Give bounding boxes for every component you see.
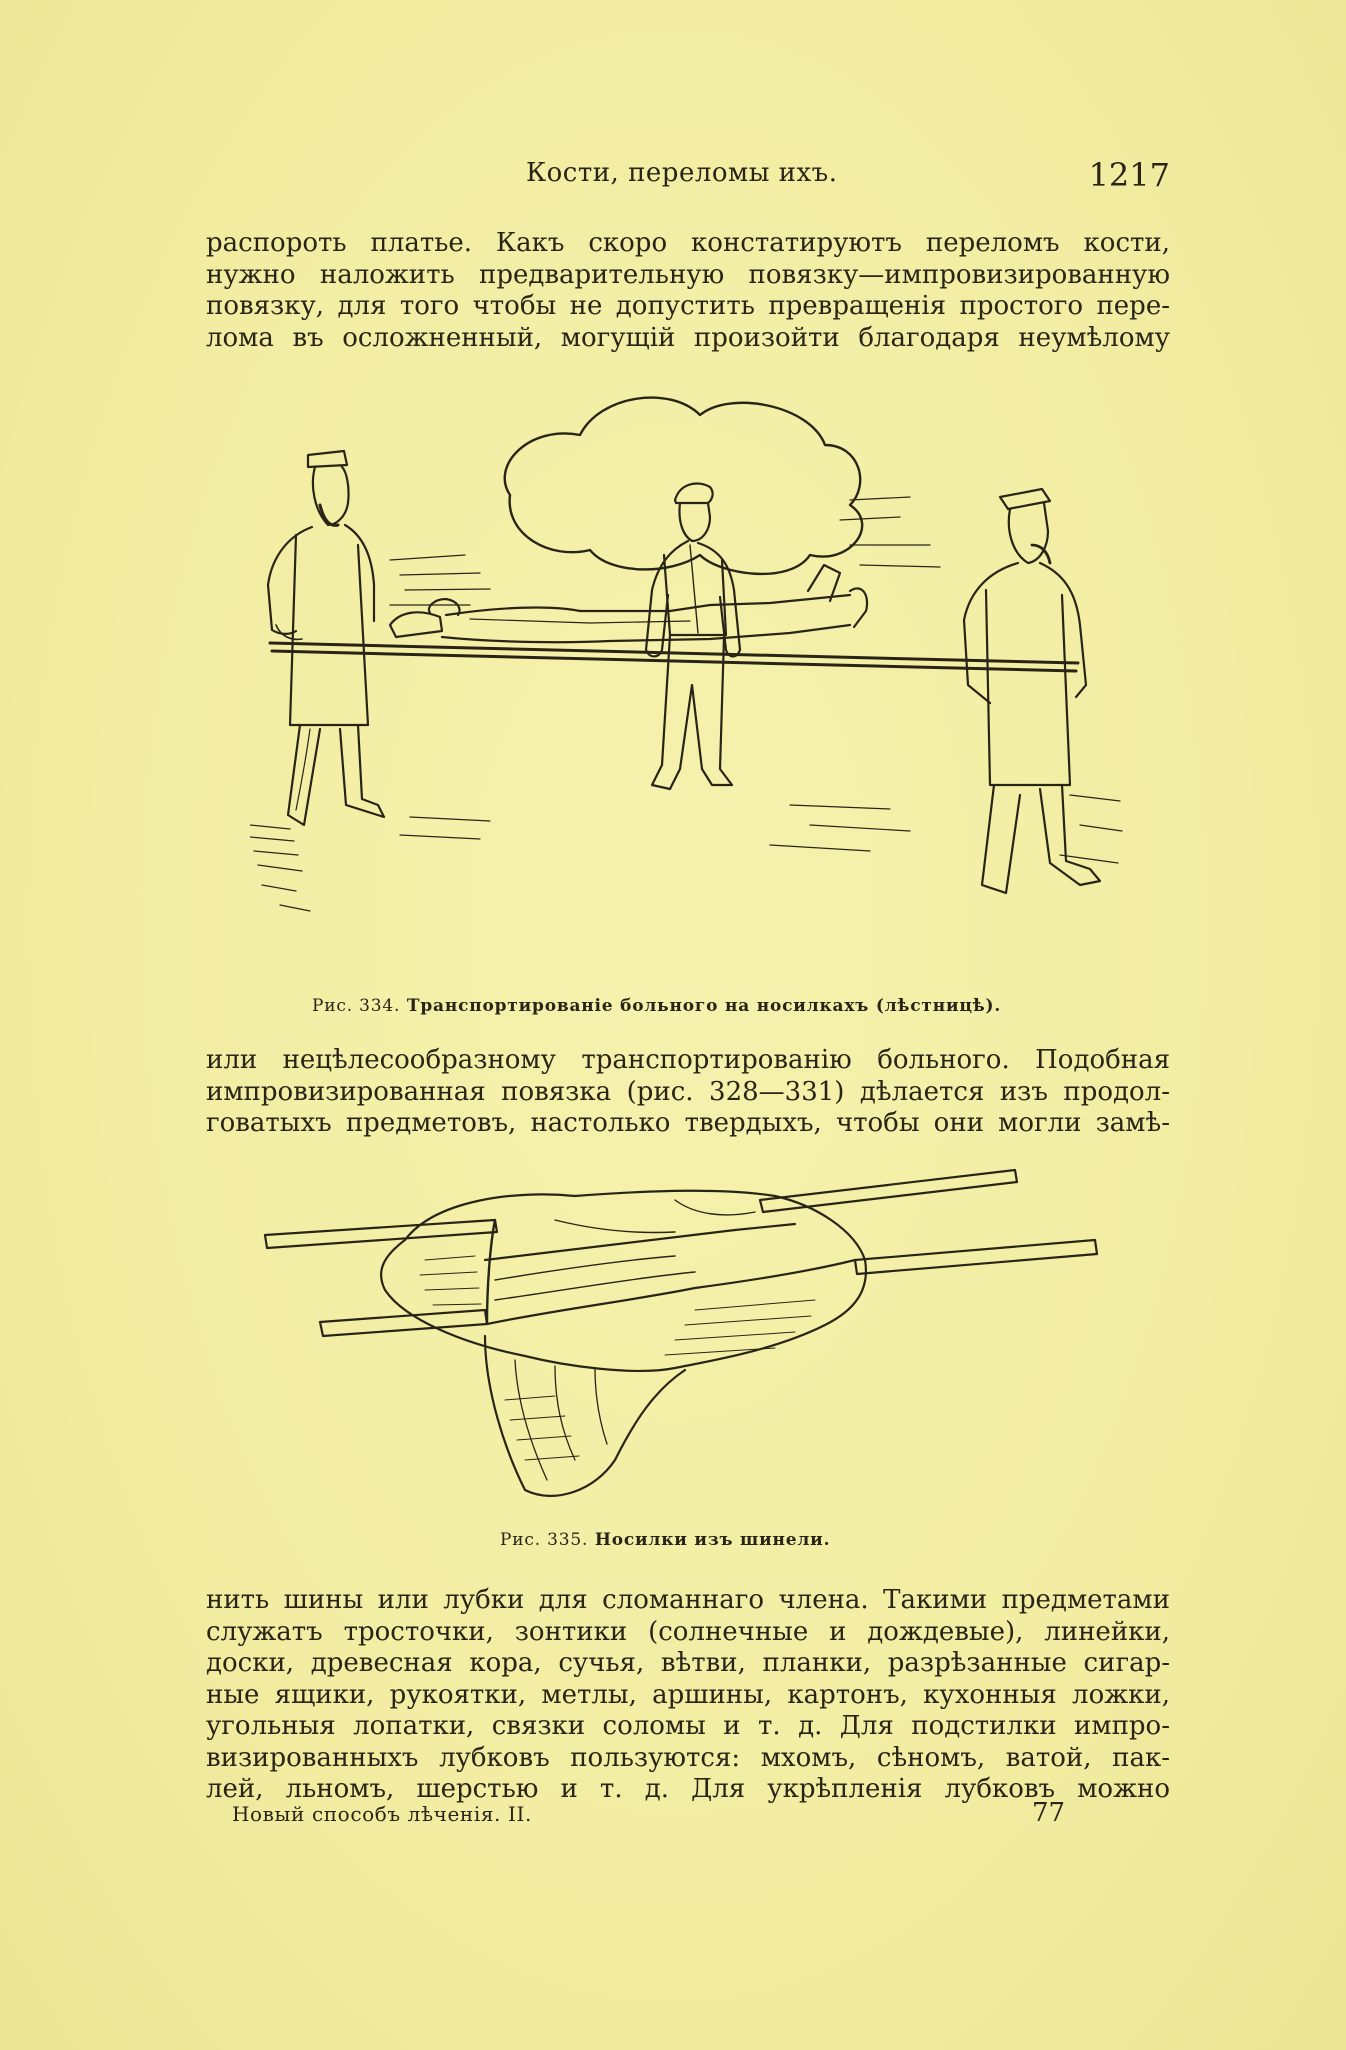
figure-335-number: Рис. 335. — [500, 1530, 589, 1550]
text-line: нужно наложить предварительную повязку—импровизированную — [206, 259, 1170, 290]
footer-book-title: Новый способъ лѣченія. II. — [232, 1802, 532, 1826]
text-line: ные ящики, рукоятки, метлы, аршины, картонъ, кухонныя ложки, — [206, 1679, 1170, 1710]
running-head: Кости, переломы ихъ. — [526, 158, 838, 188]
text-line: служатъ тросточки, зонтики (солнечные и дождевые), линейки, — [206, 1616, 1170, 1647]
text-line: визированныхъ лубковъ пользуются: мхомъ, сѣномъ, ватой, пак- — [206, 1742, 1170, 1773]
figure-334-caption — [312, 996, 1001, 1016]
signature-mark: 77 — [1032, 1798, 1066, 1828]
figure-335-coat-stretcher-illustration — [255, 1160, 1105, 1515]
text-line: импровизированная повязка (рис. 328—331) дѣлается изъ продол- — [206, 1076, 1170, 1107]
figure-334-number: Рис. 334. — [312, 996, 401, 1016]
text-line: доски, древесная кора, сучья, вѣтви, планки, разрѣзанные сигар- — [206, 1648, 1170, 1678]
paragraph-1 — [206, 228, 1170, 354]
text-line: угольныя лопатки, связки соломы и т. д. Для подстилки импро- — [206, 1711, 1170, 1741]
paragraph-3 — [206, 1585, 1170, 1806]
text-line: нить шины или лубки для сломаннаго члена. Такими предметами — [206, 1585, 1170, 1615]
text-line: говатыхъ предметовъ, настолько твердыхъ, чтобы они могли замѣ- — [206, 1108, 1170, 1138]
text-line: лей, льномъ, шерстью и т. д. Для укрѣпленія лубковъ можно — [206, 1774, 1170, 1804]
figure-335-title: Носилки изъ шинели. — [594, 1530, 831, 1550]
text-line: лома въ осложненный, могущій произойти благодаря неумѣлому — [206, 322, 1170, 353]
figure-334-stretcher-illustration — [250, 385, 1130, 970]
figure-335-caption — [500, 1530, 830, 1550]
page-header — [206, 152, 1170, 202]
page-footer — [232, 1798, 1072, 1838]
paragraph-2 — [206, 1045, 1170, 1140]
figure-334-title: Транспортированіе больного на носилкахъ (лѣстницѣ). — [406, 996, 1002, 1016]
page-number: 1217 — [1088, 156, 1170, 194]
text-line: повязку, для того чтобы не допустить превращенія простого пере- — [206, 291, 1170, 321]
text-line: распороть платье. Какъ скоро констатируютъ переломъ кости, — [206, 228, 1170, 258]
text-line: или нецѣлесообразному транспортированію больного. Подобная — [206, 1045, 1170, 1075]
